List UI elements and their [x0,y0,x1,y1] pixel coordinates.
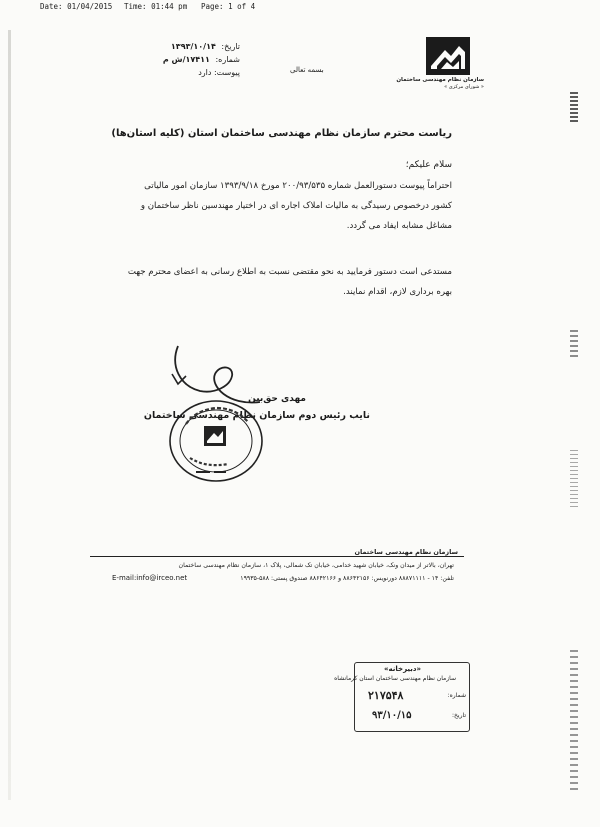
stamp-number-value: ۲۱۷۵۴۸ [368,689,404,702]
scan-edge-mark [570,450,578,510]
footer-org-name: سازمان نظام مهندسی ساختمان [350,548,458,556]
recipient: ریاست محترم سازمان نظام مهندسی ساختمان استان (کلیه استان‌ها) [111,128,452,139]
footer-email: E-mail:info@irceo.net [112,574,188,582]
meta-number-row [120,53,240,66]
letter-meta [120,40,240,79]
footer-rule [90,556,464,557]
official-seal [166,396,266,486]
meta-date-label: تاریخ: [221,42,240,51]
scan-edge-mark [570,92,578,122]
body-paragraph-2: مستدعی است دستور فرمایید به نحو مقتضی نسبت به اطلاع رسانی به اعضای محترم جهت بهره برداری لازم، اقدام نمایند. [127,267,452,297]
salutation: سلام علیکم؛ [405,160,452,170]
signer-title: نایب رئیس دوم سازمان نظام مهندسی ساختمان [143,410,370,421]
logo-org-sub: « شورای مرکزی » [444,84,484,90]
signature-block [130,336,370,506]
scan-edge-mark [570,330,578,358]
scan-edge-mark [570,650,578,790]
footer-phone: تلفن: ۱۴ - ۸۸۸۷۱۱۱۱ دورنویس: ۸۸۶۴۲۱۵۶ و ۸۸۶۴۲۱۶۶ صندوق پستی: ۵۸۸-۱۹۹۳۵ [240,575,454,582]
meta-number-label: شماره: [215,55,240,64]
signer-name: مهدی حق‌بین [248,394,306,404]
meta-date-row [120,40,240,53]
meta-date-value: ۱۳۹۳/۱۰/۱۴ [170,42,216,51]
body-paragraph-1: احتراماً پیوست دستورالعمل شماره ۲۰۰/۹۳/۵۳۵ مورخ ۱۳۹۳/۹/۱۸ سازمان امور مالیاتی کشور درخصوص رسیدگی به مالیات املاک اجاره ای در اختیار مهندسین ناظر ساختمان و مشاغل مشابه ایفاد می گردد. [140,181,452,231]
scan-left-edge [8,30,11,800]
fax-date: Date: 01/04/2015 [40,2,113,11]
building-logo-icon [425,36,471,76]
logo-org-name: سازمان نظام مهندسی ساختمان [396,77,484,83]
stamp-org: سازمان نظام مهندسی ساختمان استان کرمانشاه [334,675,456,682]
stamp-date-value: ۹۳/۱۰/۱۵ [372,710,412,721]
fax-header [40,2,600,14]
stamp-header: «دبیرخانه» [384,665,422,673]
meta-attachment: پیوست: دارد [198,68,240,77]
stamp-number-label: شماره: [447,692,466,699]
stamp-date-label: تاریخ: [452,712,466,719]
meta-number-value: ۱۷۴۱۱/ش م [162,55,210,64]
org-logo [396,36,484,90]
footer-address: تهران، بالاتر از میدان ونک، خیابان شهید خدامی، خیابان تک شمالی، پلاک ۱، سازمان نظام مهندسی ساختمان [178,562,454,569]
fax-time: Time: 01:44 pm [124,2,188,11]
received-stamp [334,662,470,732]
basmala: بسمه تعالی [290,66,324,74]
fax-page: Page: 1 of 4 [201,2,256,11]
